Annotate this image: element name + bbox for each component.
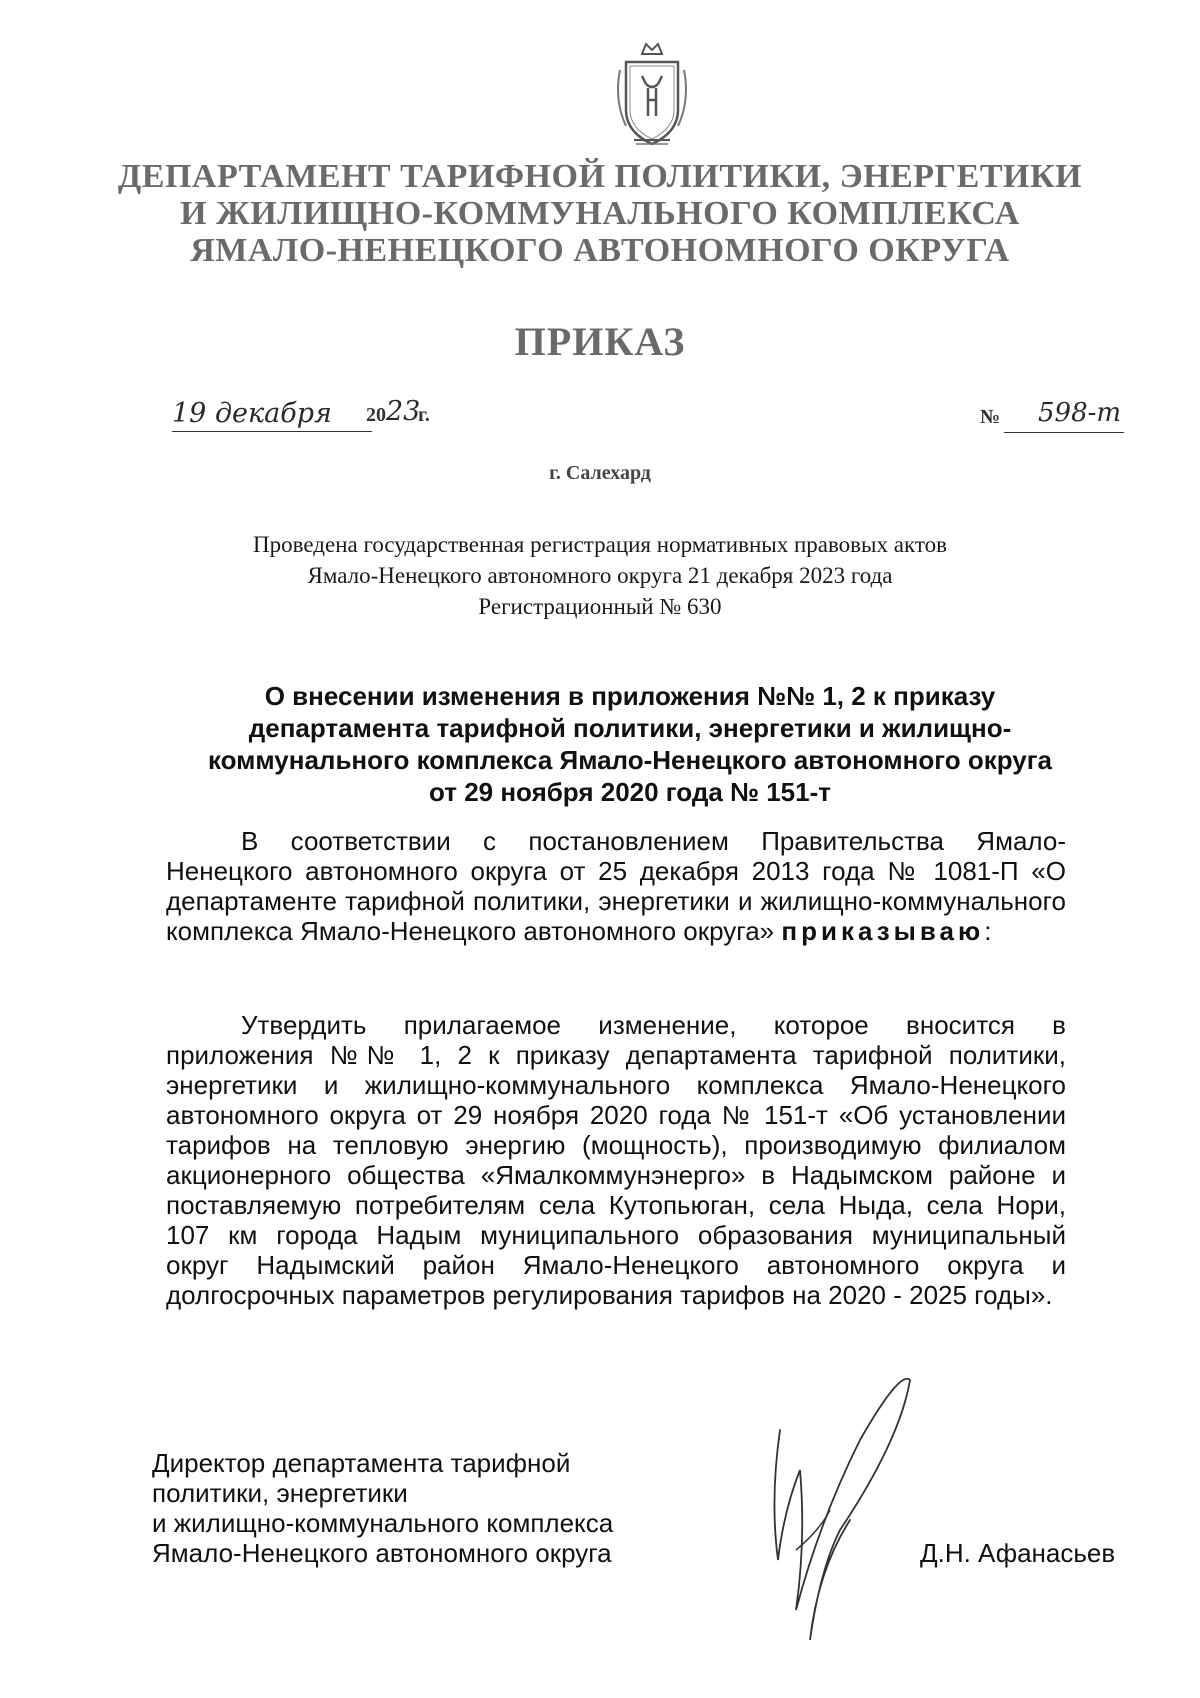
number-label: №: [980, 406, 1001, 428]
order-number: [980, 400, 1140, 436]
order-subject: [195, 680, 1065, 808]
registration-number: Регистрационный № 630: [478, 594, 722, 619]
number-handwritten: 598-т: [1038, 398, 1122, 428]
coat-of-arms-icon: [612, 40, 692, 152]
signature-icon: [760, 1360, 940, 1660]
subject-line-1: О внесении изменения в приложения №№ 1, 2 к приказу: [264, 681, 996, 711]
subject-line-3: коммунального комплекса Ямало-Ненецкого автономного округа: [207, 745, 1053, 775]
signer-title-line-2: политики, энергетики: [152, 1478, 408, 1508]
subject-line-4: от 29 ноября 2020 года № 151-т: [429, 777, 831, 807]
department-name-line-2: И ЖИЛИЩНО-КОММУНАЛЬНОГО КОМПЛЕКСА: [180, 195, 1020, 232]
number-underline: [1004, 432, 1124, 433]
command-colon: :: [984, 916, 992, 946]
year-handwritten: 23: [386, 396, 421, 427]
order-title: ПРИКАЗ: [514, 319, 686, 364]
signer-title-line-1: Директор департамента тарифной: [152, 1448, 571, 1478]
department-name-line-3: ЯМАЛО-НЕНЕЦКОГО АВТОНОМНОГО ОКРУГА: [190, 232, 1010, 269]
signer-title: [152, 1448, 613, 1568]
year-prefix: 20: [366, 404, 386, 426]
registration-line-1: Проведена государственная регистрация нормативных правовых актов: [253, 532, 947, 557]
signer-title-line-3: и жилищно-коммунального комплекса: [152, 1508, 614, 1538]
year-suffix: г.: [418, 404, 430, 426]
body-paragraph: Утвердить прилагаемое изменение, которое вносится в приложения №№ 1, 2 к приказу департамента тарифной политики, энергетики и жилищно-коммунального комплекса Ямало-Ненецкого автономного округа от 29 ноября 2020 года № 151-т «Об установлении тарифов на тепловую энергию (мощность), производимую филиалом акционерного общества «Ямалкоммунэнерго» в Надымском районе и поставляемую потребителям села Кутопьюган, села Ныда, села Нори, 107 км города Надым муниципального образования муниципальный округ Надымский район Ямало-Ненецкого автономного округа и долгосрочных параметров регулирования тарифов на 2020 - 2025 годы».: [166, 1010, 1066, 1310]
preamble-text: В соответствии с постановлением Правительства Ямало-Ненецкого автономного округа от 25 декабря 2013 года № 1081-П «О департаменте тарифной политики, энергетики и жилищно-коммунального комплекса Ямало-Ненецкого автономного округа»: [166, 826, 1066, 946]
signer-title-line-4: Ямало-Ненецкого автономного округа: [152, 1538, 612, 1568]
registration-line-2: Ямало-Ненецкого автономного округа 21 декабря 2023 года: [307, 563, 893, 588]
signer-name: Д.Н. Афанасьев: [920, 1538, 1116, 1568]
order-date: [172, 398, 442, 434]
city: г. Салехард: [549, 462, 651, 484]
subject-line-2: департамента тарифной политики, энергетики и жилищно-: [248, 713, 1012, 743]
command-word: приказываю: [781, 916, 985, 946]
preamble-paragraph: [166, 826, 1066, 946]
department-name-line-1: ДЕПАРТАМЕНТ ТАРИФНОЙ ПОЛИТИКИ, ЭНЕРГЕТИКИ: [117, 158, 1083, 195]
date-underline: [172, 431, 372, 432]
order-date-handwritten: 19 декабря: [172, 398, 332, 429]
